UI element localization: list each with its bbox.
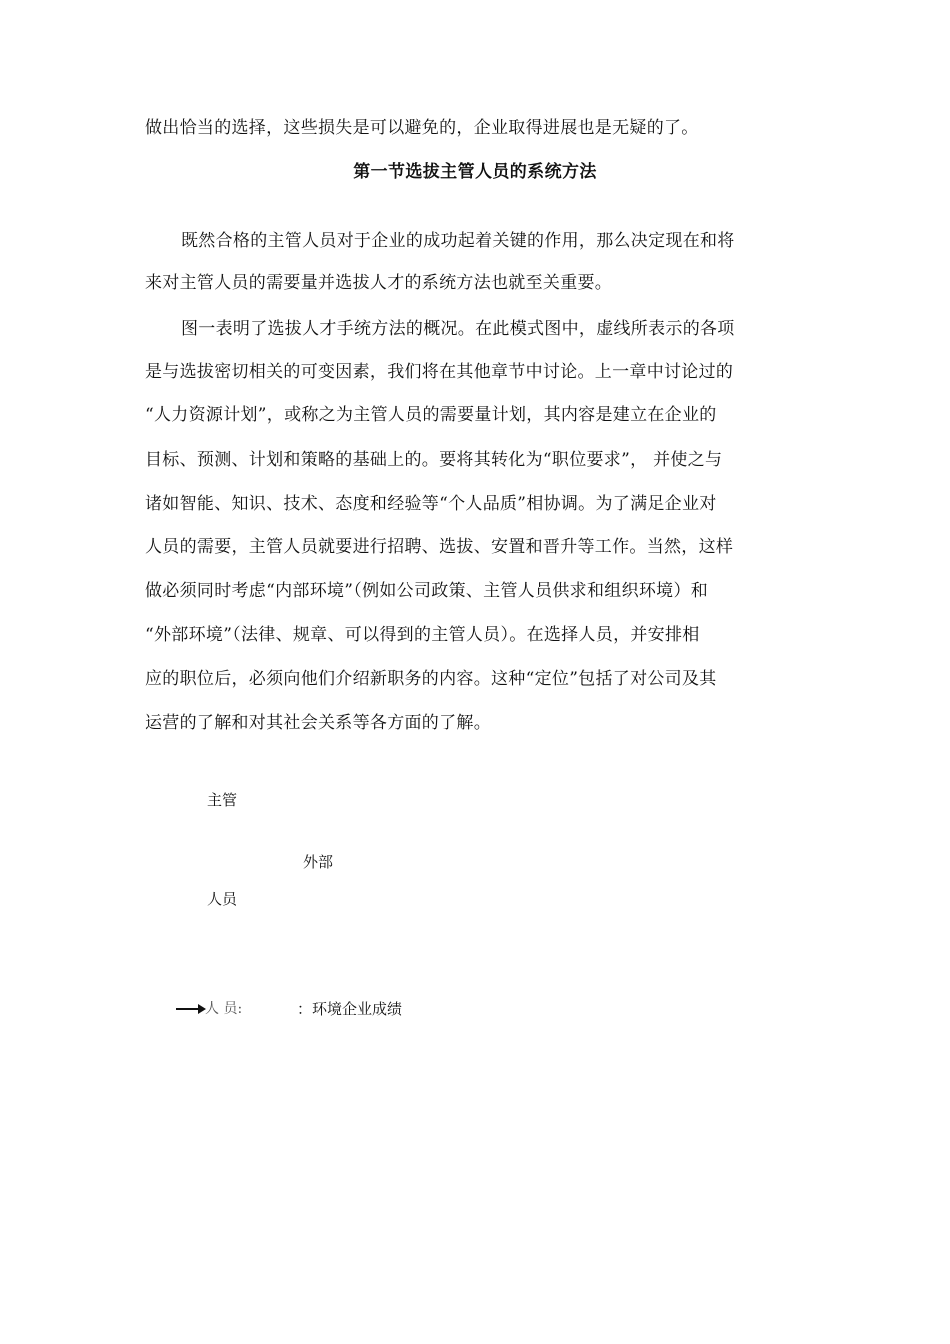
arrow-right-icon — [176, 1003, 208, 1015]
diagram-bottom-row: ：环境企业成绩 — [297, 1000, 403, 1018]
paragraph-2-line: 做必须同时考虑“内部环境”（例如公司政策、主管人员供求和组织环境）和 — [145, 581, 709, 601]
paragraph-2-line: 应的职位后，必须向他们介绍新职务的内容。这种“定位”包括了对公司及其 — [145, 669, 717, 689]
diagram-label-supervisor: 主管 — [207, 791, 238, 809]
paragraph-2-line: 诸如智能、知识、技术、态度和经验等“个人品质”相协调。为了满足企业对 — [145, 494, 717, 514]
diagram-label-external: 外部 — [303, 853, 334, 871]
paragraph-2-line: 图一表明了选拔人才手统方法的概况。在此模式图中，虚线所表示的各项 — [181, 319, 735, 339]
paragraph-2-line: 人员的需要，主管人员就要进行招聘、选拔、安置和晋升等工作。当然，这样 — [145, 537, 734, 557]
diagram-label-personnel: 人员 — [207, 890, 238, 908]
paragraph-2-line: 是与选拔密切相关的可变因素，我们将在其他章节中讨论。上一章中讨论过的 — [145, 362, 734, 382]
paragraph-2-line: “人力资源计划”，或称之为主管人员的需要量计划，其内容是建立在企业的 — [145, 405, 717, 425]
paragraph-1-line: 来对主管人员的需要量并选拔人才的系统方法也就至关重要。 — [145, 273, 613, 293]
lead-line: 做出恰当的选择，这些损失是可以避免的，企业取得进展也是无疑的了。 — [145, 118, 699, 138]
diagram-residue-text: 人 员: — [205, 1001, 243, 1017]
section-title: 第一节选拔主管人员的系统方法 — [353, 162, 597, 182]
paragraph-1-line: 既然合格的主管人员对于企业的成功起着关键的作用，那么决定现在和将 — [181, 231, 735, 251]
paragraph-2-line: 目标、预测、计划和策略的基础上的。要将其转化为“职位要求”， 并使之与 — [145, 450, 723, 470]
paragraph-2-line: “外部环境”（法律、规章、可以得到的主管人员）。在选择人员，并安排相 — [145, 625, 700, 645]
paragraph-2-line: 运营的了解和对其社会关系等各方面的了解。 — [145, 713, 491, 733]
